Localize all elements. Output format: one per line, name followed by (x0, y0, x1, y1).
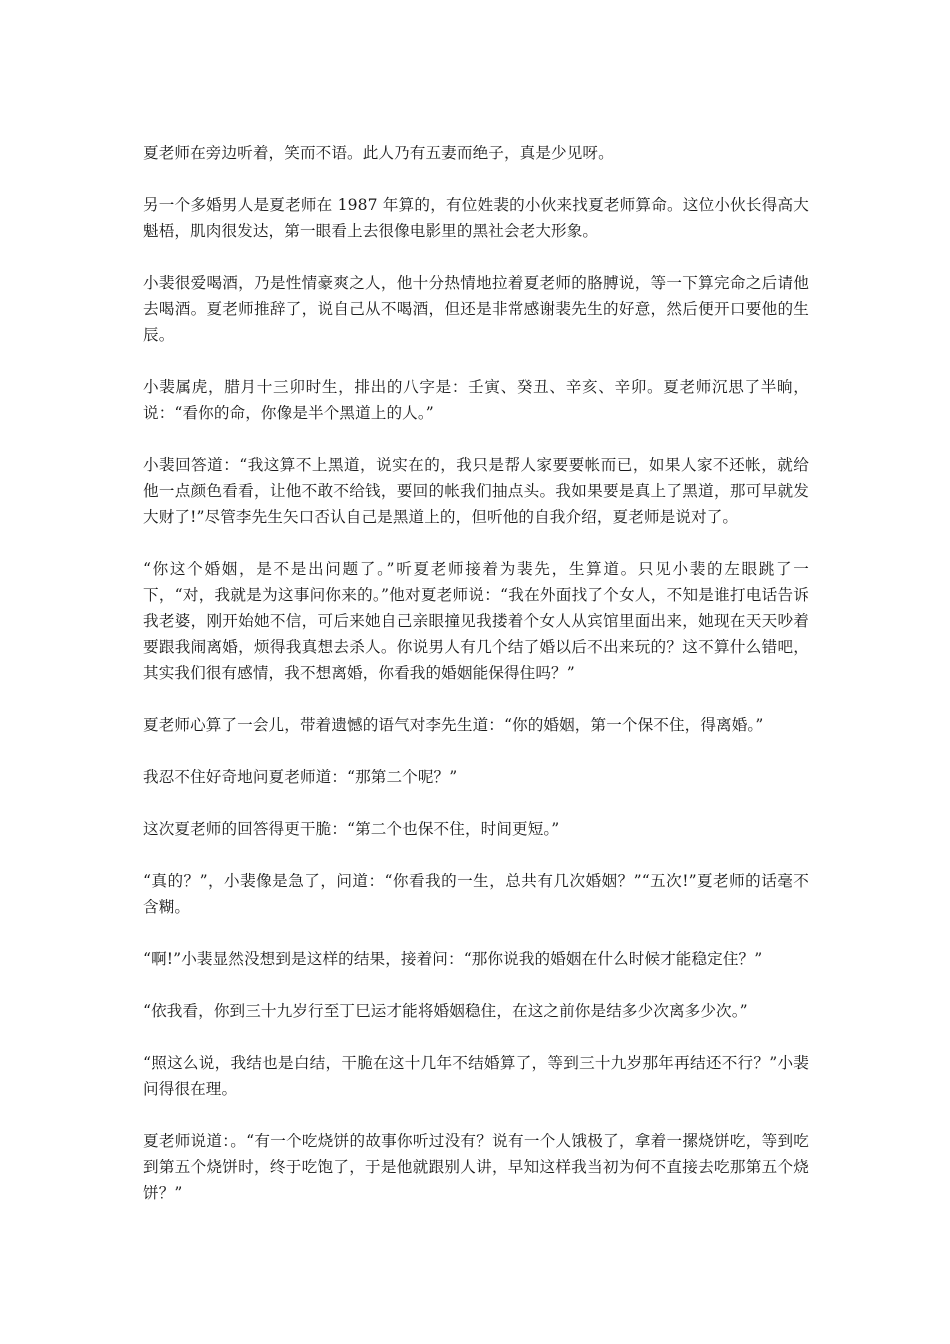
paragraph: “你这个婚姻，是不是出问题了。”听夏老师接着为裴先，生算道。只见小裴的左眼跳了一下，“对，我就是为这事问你来的。”他对夏老师说：“我在外面找了个女人，不知是谁打电话告诉我老婆，刚开始她不信，可后来她自己亲眼撞见我搂着个女人从宾馆里面出来，她现在天天吵着要跟我闹离婚，烦得我真想去杀人。你说男人有几个结了婚以后不出来玩的？这不算什么错吧，其实我们很有感情，我不想离婚，你看我的婚姻能保得住吗？” (143, 560, 809, 682)
paragraph: 小裴回答道：“我这算不上黑道，说实在的，我只是帮人家要要帐而已，如果人家不还帐，就给他一点颜色看看，让他不敢不给钱，要回的帐我们抽点头。我如果要是真上了黑道，那可早就发大财了!”尽管李先生矢口否认自己是黑道上的，但听他的自我介绍，夏老师是说对了。 (143, 456, 809, 526)
paragraph: “依我看，你到三十九岁行至丁巳运才能将婚姻稳住，在这之前你是结多少次离多少次。” (143, 1002, 748, 1020)
paragraph: 这次夏老师的回答得更干脆：“第二个也保不住，时间更短。” (143, 820, 560, 838)
paragraph: 夏老师说道：。“有一个吃烧饼的故事你听过没有？说有一个人饿极了，拿着一摞烧饼吃，等到吃到第五个烧饼时，终于吃饱了，于是他就跟别人讲，早知这样我当初为何不直接去吃那第五个烧饼？” (143, 1132, 809, 1202)
paragraph: “啊!”小裴显然没想到是这样的结果，接着问：“那你说我的婚姻在什么时候才能稳定住？” (143, 950, 763, 968)
paragraph: 小裴属虎，腊月十三卯时生，排出的八字是：壬寅、癸丑、辛亥、辛卯。夏老师沉思了半晌，说：“看你的命，你像是半个黑道上的人。” (143, 378, 809, 422)
paragraph: 夏老师在旁边听着，笑而不语。此人乃有五妻而绝子，真是少见呀。 (143, 144, 614, 162)
paragraph: 我忍不住好奇地问夏老师道：“那第二个呢？” (143, 768, 458, 786)
paragraph: “照这么说，我结也是白结，干脆在这十几年不结婚算了，等到三十九岁那年再结还不行？”小裴问得很在理。 (143, 1054, 809, 1098)
document-body (143, 140, 809, 1206)
paragraph: “真的？”，小裴像是急了，问道：“你看我的一生，总共有几次婚姻？”“五次!”夏老师的话毫不含糊。 (143, 872, 809, 916)
paragraph: 另一个多婚男人是夏老师在 1987 年算的，有位姓裴的小伙来找夏老师算命。这位小伙长得高大魁梧，肌肉很发达，第一眼看上去很像电影里的黑社会老大形象。 (143, 196, 809, 240)
paragraph: 小裴很爱喝酒，乃是性情豪爽之人，他十分热情地拉着夏老师的胳膊说，等一下算完命之后请他去喝酒。夏老师推辞了，说自己从不喝酒，但还是非常感谢裴先生的好意，然后便开口要他的生辰。 (143, 274, 809, 344)
paragraph: 夏老师心算了一会儿，带着遗憾的语气对李先生道：“你的婚姻，第一个保不住，得离婚。” (143, 716, 764, 734)
